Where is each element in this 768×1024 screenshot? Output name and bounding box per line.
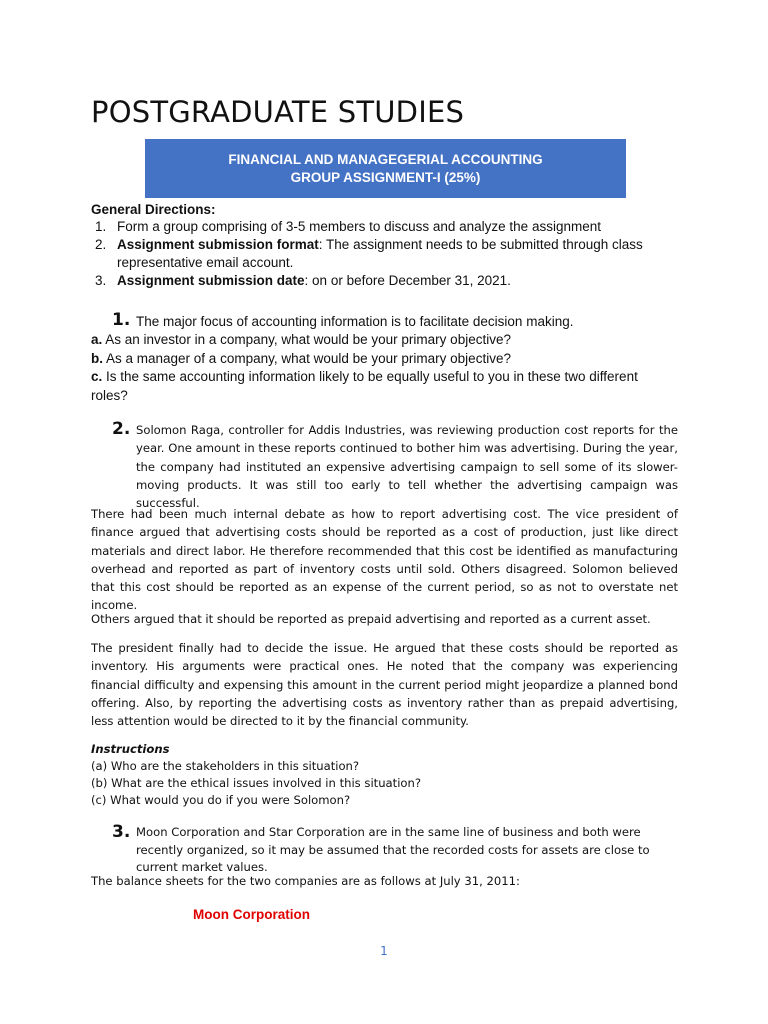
question-3-text: Moon Corporation and Star Corporation are in the same line of business and both were recently organized, so it may be assumed that the recorded costs for assets are close to current market values. <box>136 825 650 874</box>
question-1-part <box>91 350 671 369</box>
question-2-paragraph: Others argued that it should be reported as prepaid advertising and reported as a current asset. <box>91 612 651 626</box>
part-text: As a manager of a company, what would be your primary objective? <box>103 350 511 366</box>
banner-assignment-title: GROUP ASSIGNMENT-I (25%) <box>290 170 481 185</box>
question-3-number: 3. <box>112 822 131 842</box>
direction-number: 1. <box>95 219 107 234</box>
direction-text: : on or before December 31, 2021. <box>304 273 511 288</box>
direction-item <box>91 272 671 290</box>
instructions-block <box>91 741 671 809</box>
direction-item <box>91 236 671 272</box>
part-text: As an investor in a company, what would be your primary objective? <box>102 332 511 347</box>
direction-bold: Assignment submission format <box>117 237 319 252</box>
question-1-part <box>91 368 671 405</box>
question-1-part <box>91 331 671 350</box>
question-1-text: The major focus of accounting information is to facilitate decision making. <box>136 314 574 329</box>
question-2-paragraph: The president finally had to decide the issue. He argued that these costs should be reported as inventory. His arguments were practical ones. He noted that the company was experiencing financial difficulty and expensing this amount in the current period might jeopardize a planned bond offering. Also, by reporting the advertising costs as inventory rather than as prepaid advertising, less attention would be directed to it by the financial community. <box>91 641 678 729</box>
general-directions-heading: General Directions: <box>91 202 216 217</box>
question-2-number: 2. <box>112 419 131 439</box>
direction-number: 3. <box>95 273 107 288</box>
question-2-paragraph: There had been much internal debate as how to report advertising cost. The vice president of finance argued that advertising costs should be reported as a cost of production, just like direct materials and direct labor. He therefore recommended that this cost be identified as manufacturing overhead and reported as part of inventory costs until sold. Others disagreed. Solomon believed that this cost should be reported as an expense of the current period, so as not to overstate net income. <box>91 507 678 613</box>
direction-number: 2. <box>95 237 107 252</box>
instruction-item: (c) What would you do if you were Solomon? <box>91 793 351 807</box>
part-label: c. <box>91 369 103 384</box>
directions-list <box>91 218 671 290</box>
direction-bold: Assignment submission date <box>117 273 305 288</box>
question-1-number: 1. <box>112 310 131 330</box>
page-number: 1 <box>380 944 388 958</box>
instruction-item: (a) Who are the stakeholders in this situation? <box>91 759 360 773</box>
question-1-parts <box>91 331 671 405</box>
question-3-balance-sheet-intro: The balance sheets for the two companies are as follows at July 31, 2011: <box>91 874 520 888</box>
assignment-banner <box>145 139 626 198</box>
question-2-text: Solomon Raga, controller for Addis Industries, was reviewing production cost reports for the year. One amount in these reports continued to bother him was advertising. During the year, the company had instituted an expensive advertising campaign to sell some of its slower-moving products. It was still too early to tell whether the advertising campaign was successful. <box>136 423 678 511</box>
instruction-item: (b) What are the ethical issues involved in this situation? <box>91 776 422 790</box>
instructions-title: Instructions <box>91 742 170 756</box>
direction-text: : The assignment needs to be submitted through class representative email account. <box>117 237 643 270</box>
part-label: a. <box>91 332 103 347</box>
part-text: Is the same accounting information likely to be equally useful to you in these two different roles? <box>91 369 638 403</box>
part-label: b. <box>91 350 103 366</box>
direction-item <box>91 218 671 236</box>
direction-text: Form a group comprising of 3-5 members to discuss and analyze the assignment <box>117 219 601 234</box>
company-title: Moon Corporation <box>193 907 310 922</box>
page-title: POSTGRADUATE STUDIES <box>91 95 465 129</box>
banner-course-title: FINANCIAL AND MANAGEGERIAL ACCOUNTING <box>228 152 543 167</box>
